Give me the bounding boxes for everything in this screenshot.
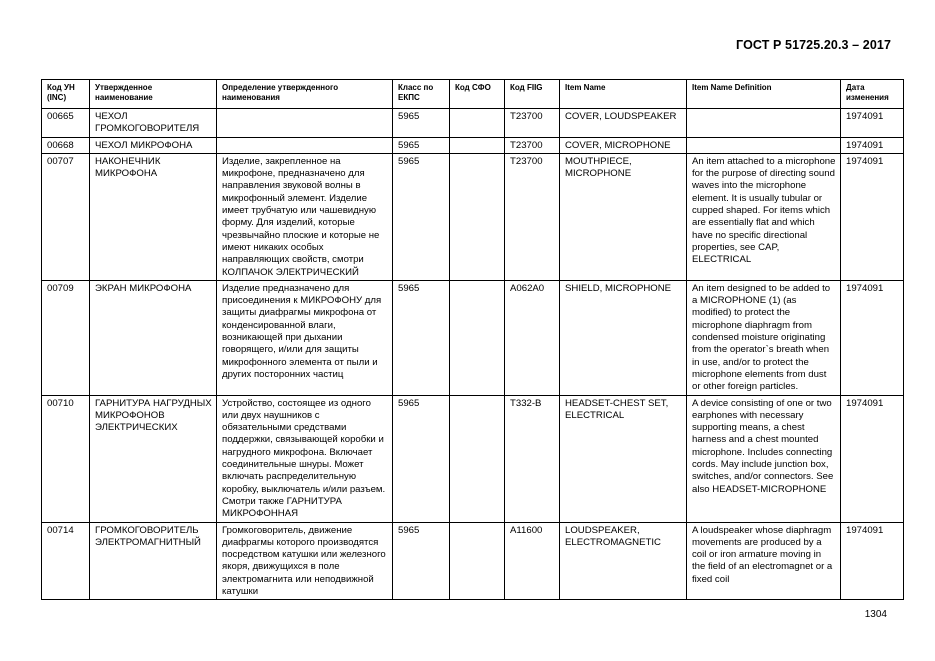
cell-name-ru: ГАРНИТУРА НАГРУДНЫХ МИКРОФОНОВ ЭЛЕКТРИЧЕСКИХ	[90, 395, 217, 522]
classification-table	[41, 79, 904, 600]
column-header-definition-ru: Определение утвержденного наименования	[217, 80, 393, 109]
cell-fiig: A11600	[505, 522, 560, 600]
cell-class: 5965	[393, 522, 450, 600]
cell-date: 1974091	[841, 522, 904, 600]
cell-date: 1974091	[841, 137, 904, 153]
cell-name-ru: ЧЕХОЛ МИКРОФОНА	[90, 137, 217, 153]
cell-item-definition: An item designed to be added to a MICROPHONE (1) (as modified) to protect the microphone diaphragm from condensed moisture originating from the operator`s breath when in use, and/or to protect the microphone elements from dust or other foreign particles.	[687, 280, 841, 395]
cell-definition-ru: Изделие предназначено для присоединения к МИКРОФОНУ для защиты диафрагмы микрофона от конденсированной влаги, возникающей при дыхании говорящего, и/или для защиты микрофонного элемента от пыли и других посторонних частиц	[217, 280, 393, 395]
table-header-row	[42, 80, 904, 109]
column-header-inc: Код УН (INC)	[42, 80, 90, 109]
table-row	[42, 395, 904, 522]
cell-sfo	[450, 109, 505, 138]
cell-item-definition	[687, 137, 841, 153]
document-standard-title: ГОСТ Р 51725.20.3 – 2017	[736, 38, 891, 52]
cell-item-name: COVER, MICROPHONE	[560, 137, 687, 153]
cell-inc: 00668	[42, 137, 90, 153]
cell-definition-ru: Изделие, закрепленное на микрофоне, предназначено для направления звуковой волны в микрофонный элемент. Изделие имеет трубчатую или чашевидную форму. Для изделий, которые чрезвычайно плоские и которые не имеют никаких особых направляющих свойств, смотри КОЛПАЧОК ЭЛЕКТРИЧЕСКИЙ	[217, 153, 393, 280]
column-header-item-name: Item Name	[560, 80, 687, 109]
cell-fiig: T23700	[505, 137, 560, 153]
cell-date: 1974091	[841, 153, 904, 280]
cell-item-name: HEADSET-CHEST SET, ELECTRICAL	[560, 395, 687, 522]
column-header-item-definition: Item Name Definition	[687, 80, 841, 109]
cell-inc: 00707	[42, 153, 90, 280]
column-header-date: Дата изменения	[841, 80, 904, 109]
cell-name-ru: ЧЕХОЛ ГРОМКОГОВОРИТЕЛЯ	[90, 109, 217, 138]
cell-date: 1974091	[841, 280, 904, 395]
cell-sfo	[450, 137, 505, 153]
cell-inc: 00665	[42, 109, 90, 138]
cell-sfo	[450, 395, 505, 522]
cell-item-name: MOUTHPIECE, MICROPHONE	[560, 153, 687, 280]
table-row	[42, 109, 904, 138]
column-header-fiig: Код FIIG	[505, 80, 560, 109]
cell-inc: 00709	[42, 280, 90, 395]
cell-item-name: COVER, LOUDSPEAKER	[560, 109, 687, 138]
cell-item-name: SHIELD, MICROPHONE	[560, 280, 687, 395]
cell-class: 5965	[393, 137, 450, 153]
cell-sfo	[450, 153, 505, 280]
column-header-name-ru: Утвержденное наименование	[90, 80, 217, 109]
table-row	[42, 522, 904, 600]
cell-sfo	[450, 522, 505, 600]
table-row	[42, 153, 904, 280]
cell-definition-ru: Громкоговоритель, движение диафрагмы которого производятся посредством катушки или железного якоря, движущихся в поле электромагнита или неподвижной катушки	[217, 522, 393, 600]
cell-class: 5965	[393, 280, 450, 395]
cell-fiig: T23700	[505, 109, 560, 138]
cell-definition-ru	[217, 109, 393, 138]
cell-name-ru: ЭКРАН МИКРОФОНА	[90, 280, 217, 395]
cell-item-definition: A device consisting of one or two earphones with necessary supporting means, a chest harness and a chest mounted microphone. Includes connecting cords. May include junction box, switches, and/or connectors. See also HEADSET-MICROPHONE	[687, 395, 841, 522]
cell-date: 1974091	[841, 109, 904, 138]
cell-item-definition: A loudspeaker whose diaphragm movements are produced by a coil or iron armature moving in the field of an electromagnet or a fixed coil	[687, 522, 841, 600]
table-row	[42, 280, 904, 395]
cell-fiig: T23700	[505, 153, 560, 280]
cell-date: 1974091	[841, 395, 904, 522]
cell-item-name: LOUDSPEAKER, ELECTROMAGNETIC	[560, 522, 687, 600]
cell-fiig: T332-B	[505, 395, 560, 522]
page-number: 1304	[864, 609, 887, 620]
cell-inc: 00710	[42, 395, 90, 522]
cell-item-definition	[687, 109, 841, 138]
cell-name-ru: НАКОНЕЧНИК МИКРОФОНА	[90, 153, 217, 280]
cell-name-ru: ГРОМКОГОВОРИТЕЛЬ ЭЛЕКТРОМАГНИТНЫЙ	[90, 522, 217, 600]
cell-class: 5965	[393, 153, 450, 280]
table-row	[42, 137, 904, 153]
column-header-class: Класс по ЕКПС	[393, 80, 450, 109]
cell-fiig: A062A0	[505, 280, 560, 395]
column-header-sfo: Код СФО	[450, 80, 505, 109]
cell-definition-ru	[217, 137, 393, 153]
cell-definition-ru: Устройство, состоящее из одного или двух наушников с обязательными средствами поддержки, связывающей коробки и нагрудного микрофона. Включает соединительные шнуры. Может включать распределительную коробку, выключатель и/или разъем. Смотри также ГАРНИТУРА МИКРОФОННАЯ	[217, 395, 393, 522]
cell-class: 5965	[393, 395, 450, 522]
cell-sfo	[450, 280, 505, 395]
cell-item-definition: An item attached to a microphone for the purpose of directing sound waves into the microphone element. It is usually tubular or cupped shaped. For items which are essentially flat and which have no specific directional properties, see CAP, ELECTRICAL	[687, 153, 841, 280]
cell-class: 5965	[393, 109, 450, 138]
cell-inc: 00714	[42, 522, 90, 600]
